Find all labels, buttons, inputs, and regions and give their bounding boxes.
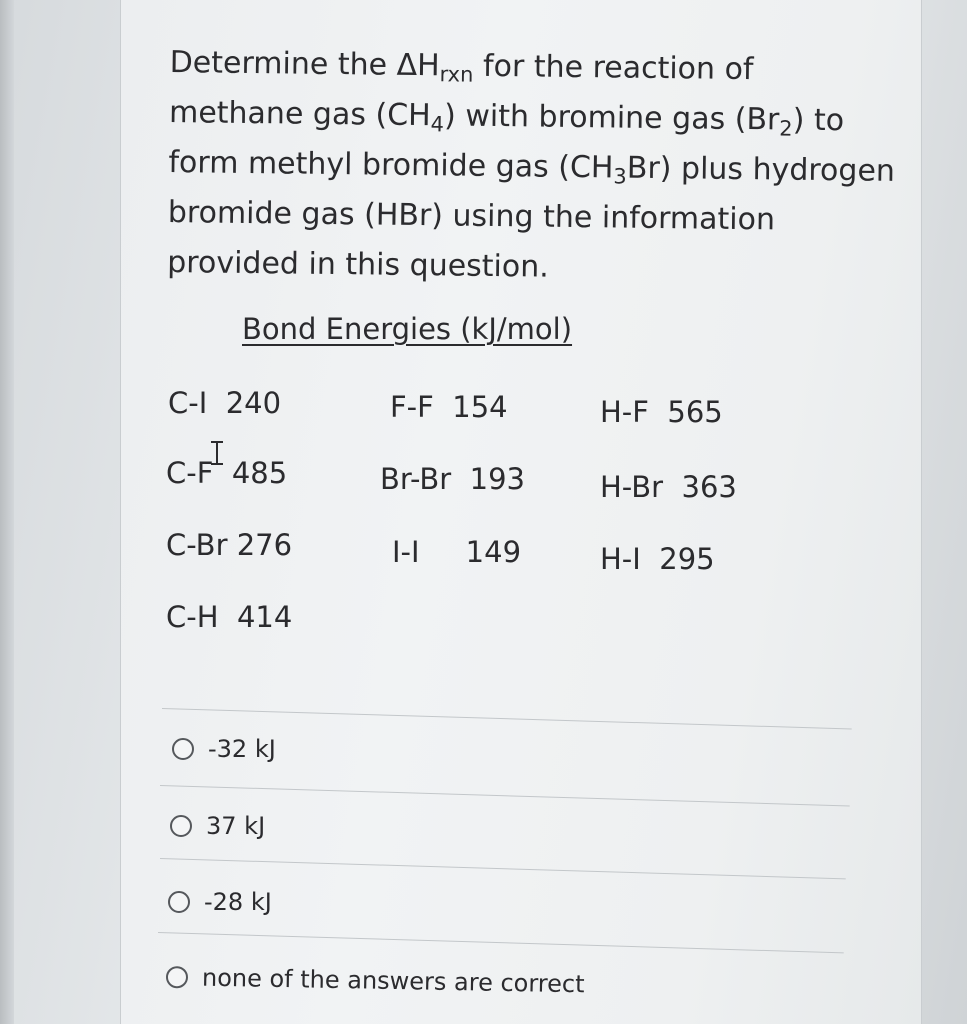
bond-entry: H-I 295 — [600, 542, 715, 576]
answer-option[interactable] — [170, 812, 265, 840]
answer-option[interactable] — [168, 888, 272, 916]
radio-button[interactable] — [166, 966, 188, 988]
bond-entry: H-F 565 — [600, 395, 723, 429]
bond-entry: C-I 240 — [168, 386, 282, 420]
screen-bezel — [0, 0, 14, 1024]
bond-entry: I-I 149 — [392, 535, 522, 569]
question-line-1: Determine the $\Delta H_{rxn}$ for the reaction of — [169, 44, 754, 88]
question-text — [167, 38, 896, 297]
bond-entry: C-H 414 — [166, 600, 293, 634]
question-line-3: form methyl bromide gas $(CH_3Br)$ plus hydrogen — [168, 144, 896, 189]
bond-entry: C-Br 276 — [166, 528, 293, 562]
question-line-4: bromide gas (HBr) using the information — [167, 194, 776, 238]
text-cursor-icon — [207, 440, 227, 466]
bond-energies-heading: Bond Energies (kJ/mol) — [242, 312, 573, 346]
option-label: 37 kJ — [206, 812, 266, 840]
bond-entry: F-F 154 — [390, 390, 508, 424]
radio-button[interactable] — [170, 815, 192, 837]
bond-entry: C-F 485 — [166, 456, 288, 490]
option-label: none of the answers are correct — [201, 963, 585, 999]
option-label: -28 kJ — [204, 888, 272, 916]
question-line-5: provided in this question. — [167, 244, 550, 285]
radio-button[interactable] — [172, 738, 194, 760]
option-label: -32 kJ — [208, 735, 276, 763]
question-line-2: methane gas $(CH_4)$ with bromine gas $(Br_2)$ to — [168, 94, 845, 141]
radio-button[interactable] — [168, 891, 190, 913]
bond-entry: Br-Br 193 — [380, 462, 526, 496]
bond-entry: H-Br 363 — [600, 470, 737, 504]
answer-option[interactable] — [172, 735, 276, 763]
